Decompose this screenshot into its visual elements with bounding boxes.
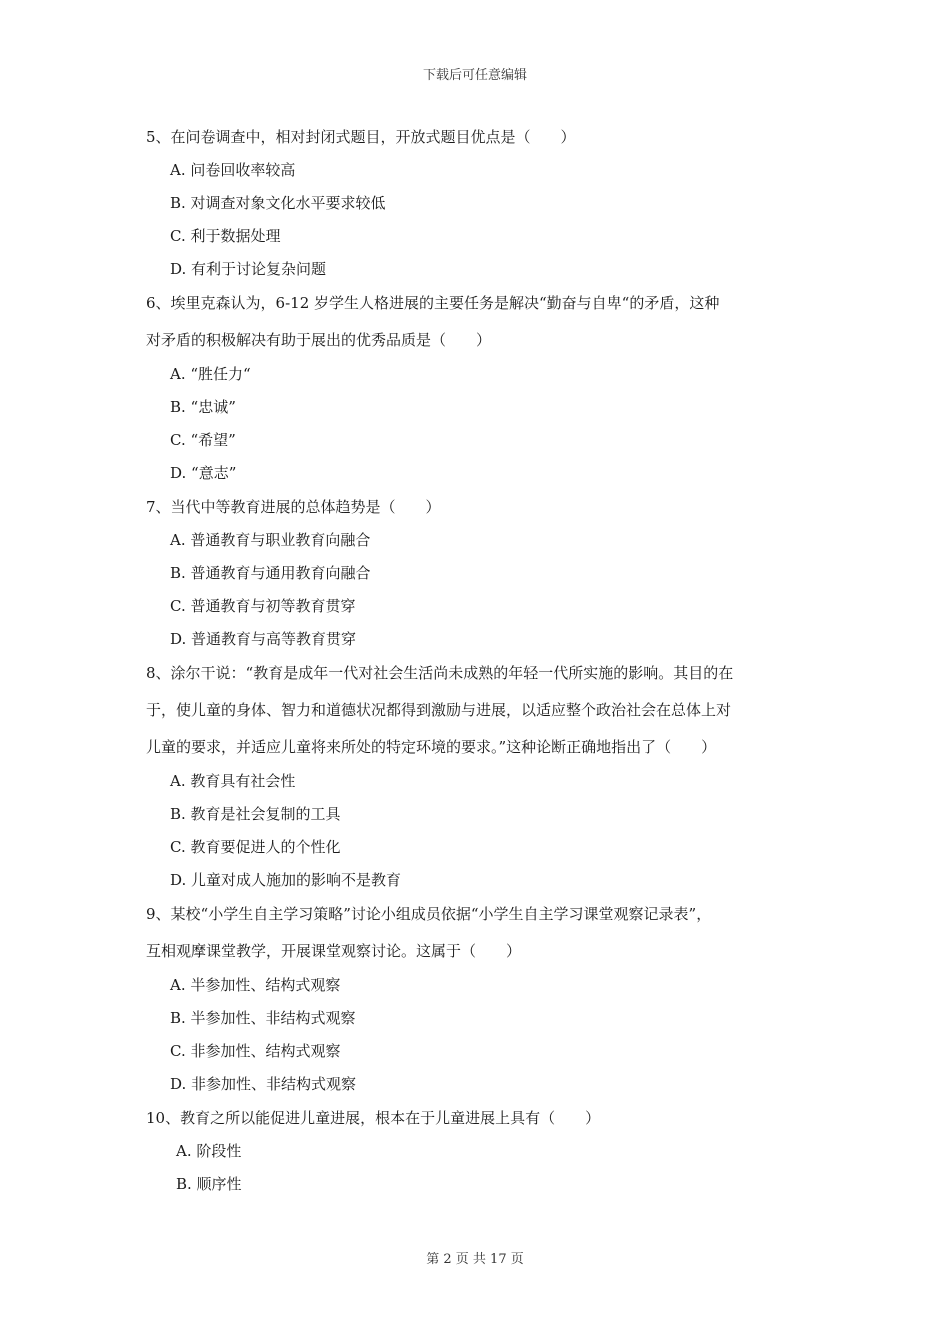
question-5-stem: 5、在问卷调查中，相对封闭式题目，开放式题目优点是（ ） <box>146 128 576 146</box>
question-6-stem-line-1: 6、埃里克森认为，6-12 岁学生人格进展的主要任务是解决“勤奋与自卑“的矛盾，这种 <box>146 294 720 312</box>
question-8-stem-line-3: 儿童的要求，并适应儿童将来所处的特定环境的要求。”这种论断正确地指出了（ ） <box>146 738 717 756</box>
question-8-option-c: C. 教育要促进人的个性化 <box>170 838 341 856</box>
page-footer: 第 2 页 共 17 页 <box>426 1252 524 1267</box>
page-header: 下载后可任意编辑 <box>422 68 527 83</box>
question-10-option-b: B. 顺序性 <box>176 1175 242 1193</box>
question-5-option-c: C. 利于数据处理 <box>170 227 281 245</box>
question-9-option-c: C. 非参加性、结构式观察 <box>170 1042 341 1060</box>
question-10-stem: 10、教育之所以能促进儿童进展，根本在于儿童进展上具有（ ） <box>146 1109 601 1127</box>
question-7-option-c: C. 普通教育与初等教育贯穿 <box>170 597 356 615</box>
question-9-option-b: B. 半参加性、非结构式观察 <box>170 1009 356 1027</box>
question-8-option-a: A. 教育具有社会性 <box>170 772 296 790</box>
question-8-option-d: D. 儿童对成人施加的影响不是教育 <box>170 871 402 889</box>
question-8-stem-line-1: 8、涂尔干说：“教育是成年一代对社会生活尚未成熟的年轻一代所实施的影响。其目的在 <box>146 664 734 682</box>
question-6-option-b: B. “忠诚” <box>170 398 236 416</box>
question-9-option-d: D. 非参加性、非结构式观察 <box>170 1075 357 1093</box>
question-7-option-d: D. 普通教育与高等教育贯穿 <box>170 630 357 648</box>
question-5-option-b: B. 对调查对象文化水平要求较低 <box>170 194 386 212</box>
question-9-stem-line-1: 9、某校“小学生自主学习策略”讨论小组成员依据“小学生自主学习课堂观察记录表”， <box>146 905 712 923</box>
question-9-option-a: A. 半参加性、结构式观察 <box>170 976 341 994</box>
question-8-option-b: B. 教育是社会复制的工具 <box>170 805 341 823</box>
question-8-stem-line-2: 于，使儿童的身体、智力和道德状况都得到激励与进展，以适应整个政治社会在总体上对 <box>146 701 732 719</box>
question-5-option-d: D. 有利于讨论复杂问题 <box>170 260 327 278</box>
question-7-option-a: A. 普通教育与职业教育向融合 <box>170 531 371 549</box>
question-9-stem-line-2: 互相观摩课堂教学，开展课堂观察讨论。这属于（ ） <box>146 942 522 960</box>
question-10-option-a: A. 阶段性 <box>176 1142 242 1160</box>
question-5-option-a: A. 问卷回收率较高 <box>170 161 296 179</box>
question-6-option-d: D. “意志” <box>170 464 237 482</box>
question-7-option-b: B. 普通教育与通用教育向融合 <box>170 564 371 582</box>
question-6-option-c: C. “希望” <box>170 431 236 449</box>
question-6-stem-line-2: 对矛盾的积极解决有助于展出的优秀品质是（ ） <box>146 331 492 349</box>
question-6-option-a: A. “胜任力“ <box>170 365 251 383</box>
question-7-stem: 7、当代中等教育进展的总体趋势是（ ） <box>146 498 441 516</box>
